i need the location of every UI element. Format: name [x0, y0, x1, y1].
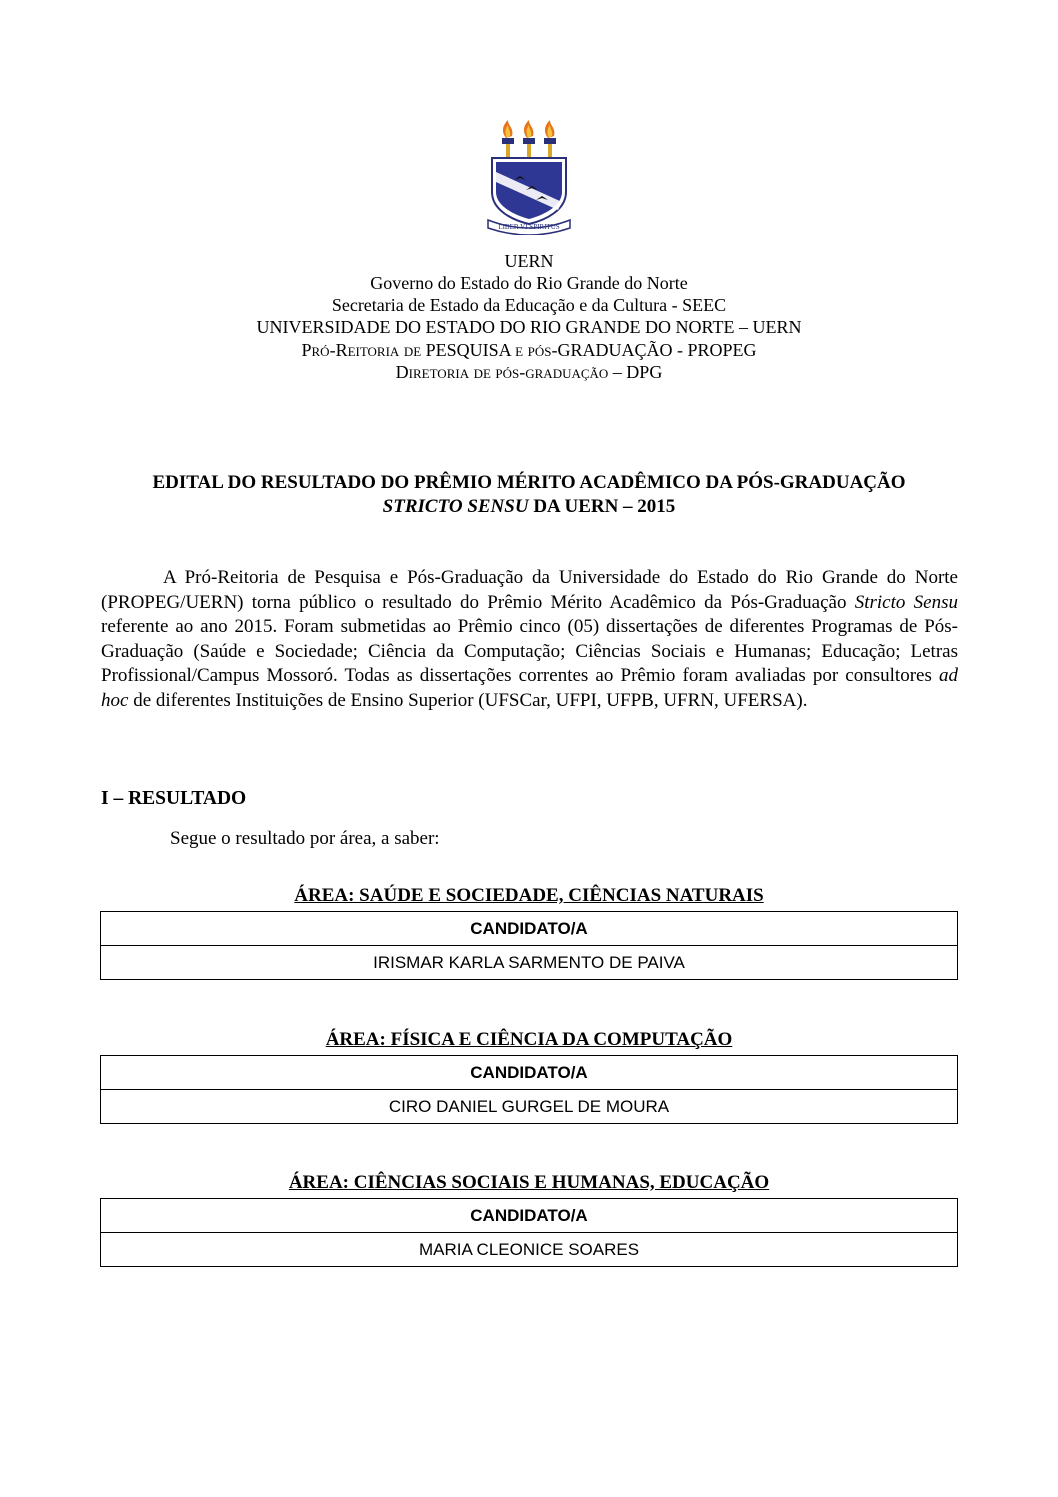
document-title-line1: EDITAL DO RESULTADO DO PRÊMIO MÉRITO ACADÊMICO DA PÓS-GRADUAÇÃO	[152, 472, 906, 493]
paragraph-text-2: referente ao ano 2015. Foram submetidas ao Prêmio cinco (05) dissertações de diferentes Programas de Pós-Graduação (Saúde e Sociedade; Ciência da Computação; Ciências Sociais e Humanas; Educação; Letras Profissional/Campus Mossoró. Todas as dissertações correntes ao Prêmio foram avaliadas por consultores	[101, 616, 958, 686]
header-directorate: Diretoria de pós-graduação – DPG	[395, 362, 663, 382]
torch-handles-icon	[502, 138, 556, 158]
candidate-name: IRISMAR KARLA SARMENTO DE PAIVA	[101, 946, 958, 980]
candidate-name: CIRO DANIEL GURGEL DE MOURA	[101, 1090, 958, 1124]
area-title-1: ÁREA: SAÚDE E SOCIEDADE, CIÊNCIAS NATURAIS	[294, 885, 764, 906]
result-table-2	[100, 1055, 958, 1124]
header-prorectorate: Pró-Reitoria de PESQUISA e pós-GRADUAÇÃO - PROPEG	[301, 340, 757, 360]
table-header-row	[101, 1056, 958, 1090]
header-government: Governo do Estado do Rio Grande do Norte	[370, 273, 688, 293]
header-university: UNIVERSIDADE DO ESTADO DO RIO GRANDE DO NORTE – UERN	[256, 317, 802, 337]
area-title-2: ÁREA: FÍSICA E CIÊNCIA DA COMPUTAÇÃO	[325, 1029, 733, 1050]
paragraph-italic-1: Stricto Sensu	[854, 591, 958, 613]
table-row	[101, 946, 958, 980]
result-table-3	[100, 1198, 958, 1267]
section-heading: I – RESULTADO	[101, 788, 247, 809]
column-header: CANDIDATO/A	[101, 1199, 958, 1233]
title-italic-part: STRICTO SENSU	[382, 496, 529, 517]
candidate-name: MARIA CLEONICE SOARES	[101, 1233, 958, 1267]
area-title-3: ÁREA: CIÊNCIAS SOCIAIS E HUMANAS, EDUCAÇÃO	[288, 1172, 770, 1193]
logo-motto: LIBER VI SPIRITUS	[498, 223, 560, 231]
document-title-line2	[100, 495, 958, 519]
torch-flames-icon	[503, 120, 554, 138]
column-header: CANDIDATO/A	[101, 912, 958, 946]
header-secretariat: Secretaria de Estado da Educação e da Cultura - SEEC	[331, 295, 727, 315]
header-uern: UERN	[504, 251, 554, 271]
column-header: CANDIDATO/A	[101, 1056, 958, 1090]
paragraph-italic-2: ad hoc	[101, 665, 958, 711]
table-row	[101, 1090, 958, 1124]
paragraph-text-1: A Pró-Reitoria de Pesquisa e Pós-Graduação da Universidade do Estado do Rio Grande do Norte (PROPEG/UERN) torna público o resultado do Prêmio Mérito Acadêmico da Pós-Graduação	[101, 567, 958, 613]
table-row	[101, 1233, 958, 1267]
intro-paragraph	[101, 566, 958, 713]
title-rest-part: DA UERN – 2015	[528, 496, 676, 517]
result-table-1	[100, 911, 958, 980]
uern-logo	[486, 120, 572, 235]
paragraph-text-3: de diferentes Instituições de Ensino Superior (UFSCar, UFPI, UFPB, UFRN, UFERSA).	[128, 689, 808, 711]
uern-coat-of-arms-icon	[486, 120, 572, 235]
table-header-row	[101, 1199, 958, 1233]
section-intro: Segue o resultado por área, a saber:	[170, 828, 440, 849]
table-header-row	[101, 912, 958, 946]
